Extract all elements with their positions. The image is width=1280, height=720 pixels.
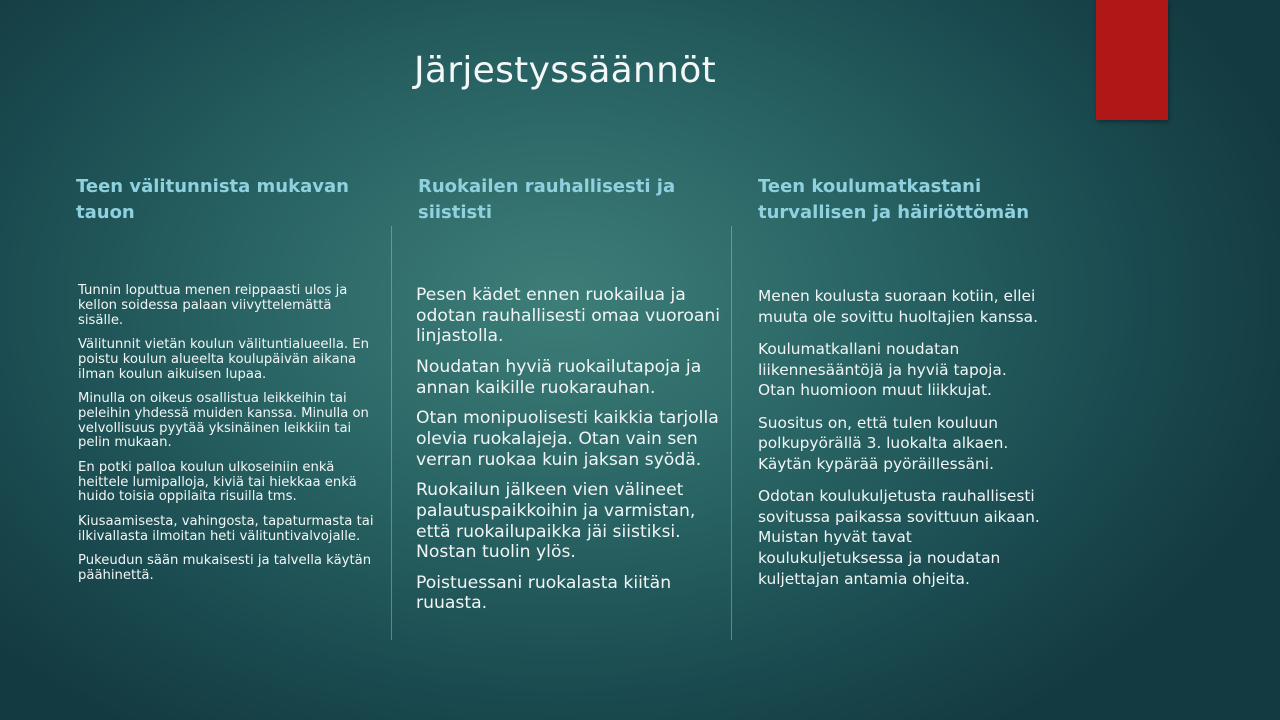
list-item: Noudatan hyviä ruokailutapoja ja annan kaikille ruokarauhan. — [416, 356, 702, 398]
list-item: Kiusaamisesta, vahingosta, tapaturmasta tai ilkivallasta ilmoitan heti välituntivalvojalle. — [78, 513, 374, 544]
list-item: En potki palloa koulun ulkoseiniin enkä heittele lumipalloja, kiviä tai hiekkaa enkä huido toisia oppilaita risuilla tms. — [78, 459, 357, 505]
list-item: Pesen kädet ennen ruokailua ja odotan rauhallisesti omaa vuoroani linjastolla. — [416, 285, 721, 347]
list-item: Suositus on, että tulen kouluun polkupyörällä 3. luokalta alkaen. Käytän kypärää pyöräillessäni. — [758, 413, 1009, 473]
column-divider — [731, 226, 732, 640]
list-item: Menen koulusta suoraan kotiin, ellei muuta ole sovittu huoltajien kanssa. — [758, 287, 1038, 326]
column-heading-lunch: Ruokailen rauhallisesti ja siististi — [418, 176, 676, 223]
list-item: Koulumatkallani noudatan liikennesääntöjä ja hyviä tapoja. Otan huomioon muut liikkujat. — [758, 339, 1007, 400]
column-heading-commute: Teen koulumatkastani turvallisen ja häiriöttömän — [758, 176, 1030, 223]
list-item: Odotan koulukuljetusta rauhallisesti sovitussa paikassa sovittuun aikaan. Muistan hyvät tavat koulukuljetuksessa ja noudatan kuljettajan antamia ohjeita. — [758, 487, 1040, 588]
column-body-breaks — [78, 284, 378, 593]
list-item: Minulla on oikeus osallistua leikkeihin tai peleihin yhdessä muiden kanssa. Minulla on velvollisuus pyytää yksinäinen leikkiin tai pelin mukaan. — [78, 390, 369, 451]
list-item: Ruokailun jälkeen vien välineet palautuspaikkoihin ja varmistan, että ruokailupaikka jäi siistiksi. Nostan tuolin ylös. — [416, 480, 696, 563]
red-accent-tab — [1096, 0, 1168, 120]
column-heading-breaks: Teen välitunnista mukavan tauon — [76, 176, 349, 223]
list-item: Poistuessani ruokalasta kiitän ruuasta. — [416, 572, 672, 614]
column-divider — [391, 226, 392, 640]
column-body-commute — [758, 286, 1048, 601]
list-item: Otan monipuolisesti kaikkia tarjolla olevia ruokalajeja. Otan vain sen verran ruokaa kuin jaksan syödä. — [416, 408, 719, 470]
list-item: Pukeudun sään mukaisesti ja talvella käytän päähinettä. — [78, 552, 372, 583]
list-item: Tunnin loputtua menen reippaasti ulos ja kellon soidessa palaan viivyttelemättä sisälle. — [78, 283, 348, 328]
list-item: Välitunnit vietän koulun välituntialueella. En poistu koulun alueelta koulupäivän aikana ilman koulun aikuisen lupaa. — [78, 336, 369, 382]
slide-title: Järjestyssäännöt — [414, 50, 717, 91]
column-body-lunch — [416, 285, 721, 624]
